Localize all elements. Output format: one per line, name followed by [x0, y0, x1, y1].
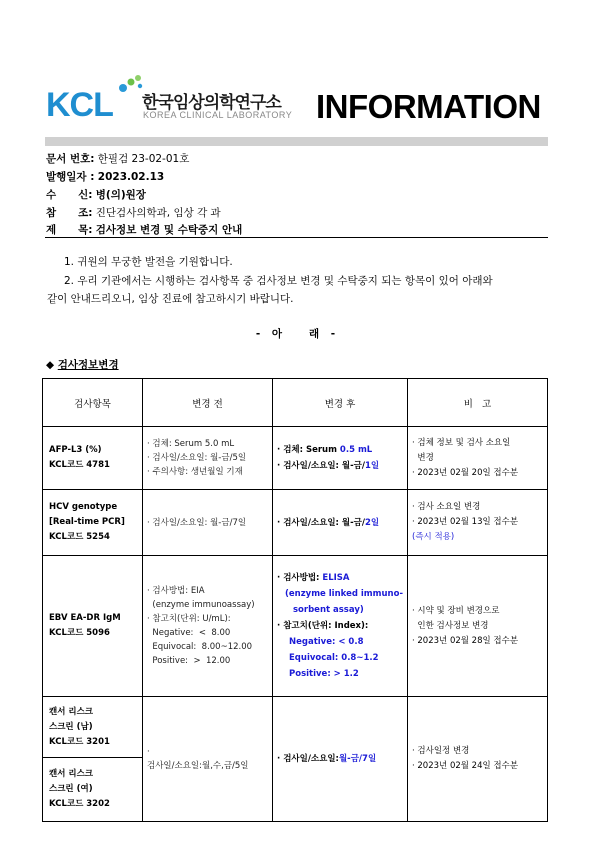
- table-row: [43, 697, 548, 758]
- meta-recipient: 수 신: 병(의)원장: [46, 189, 146, 201]
- after-cell: · 검사일/소요일: 월-금/2일: [273, 490, 408, 556]
- header-after: 변경 후: [273, 379, 408, 427]
- table-row: [43, 427, 548, 490]
- header-note: 비 고: [408, 379, 548, 427]
- body-line-1: 1. 귀원의 무궁한 발전을 기원합니다.: [64, 256, 233, 268]
- before-cell: · 검사일/소요일:월,수,금/5일: [143, 697, 273, 822]
- item-cell: 캔서 리스크 스크린 (여) KCL코드 3202: [43, 758, 143, 822]
- header-divider: [45, 137, 548, 146]
- page-title: INFORMATION: [316, 88, 541, 125]
- note-cell: · 시약 및 장비 변경으로 인한 검사정보 변경 · 2023년 02월 28일 접수분: [408, 556, 548, 697]
- note-cell: · 검사 소요일 변경 · 2023년 02월 13일 접수분 (즉시 적용): [408, 490, 548, 556]
- item-cell: EBV EA-DR IgM KCL코드 5096: [43, 556, 143, 697]
- note-cell: · 검사일정 변경 · 2023년 02월 24일 접수분: [408, 697, 548, 822]
- item-cell: HCV genotype [Real-time PCR] KCL코드 5254: [43, 490, 143, 556]
- change-table: [42, 378, 548, 822]
- table-header-row: [43, 379, 548, 427]
- meta-divider: [45, 237, 548, 238]
- after-cell: · 검사일/소요일:월-금/7일: [273, 697, 408, 822]
- logo-english-name: KOREA CLINICAL LABORATORY: [143, 110, 293, 120]
- body-line-2: 2. 우리 기관에서는 시행하는 검사항목 중 검사정보 변경 및 수탁중지 되는 항목이 있어 아래와: [64, 275, 493, 287]
- logo-kcl-text: KCL: [46, 86, 113, 124]
- table-row: [43, 490, 548, 556]
- meta-subject: 제 목: 검사정보 변경 및 수탁중지 안내: [46, 224, 243, 236]
- item-cell: AFP-L3 (%) KCL코드 4781: [43, 427, 143, 490]
- section-heading: [46, 357, 119, 372]
- table-row: [43, 556, 548, 697]
- header-before: 변경 전: [143, 379, 273, 427]
- note-cell: · 검체 정보 및 검사 소요일 변경 · 2023년 02월 20일 접수분: [408, 427, 548, 490]
- meta-issue-date: 발행일자 : 2023.02.13: [46, 171, 165, 183]
- after-cell: · 검체: Serum 0.5 mL · 검사일/소요일: 월-금/1일: [273, 427, 408, 490]
- before-cell: · 검체: Serum 5.0 mL · 검사일/소요일: 월-금/5일 · 주의사항: 생년월일 기재: [143, 427, 273, 490]
- section-title: 검사정보변경: [57, 359, 119, 371]
- diamond-bullet-icon: ◆: [46, 359, 55, 371]
- item-cell: 캔서 리스크 스크린 (남) KCL코드 3201: [43, 697, 143, 758]
- logo-dots-icon: [118, 74, 144, 94]
- below-heading: - 아 래 -: [255, 328, 340, 340]
- body-line-3: 같이 안내드리오니, 임상 진료에 참고하시기 바랍니다.: [47, 293, 294, 305]
- before-cell: · 검사일/소요일: 월-금/7일: [143, 490, 273, 556]
- kcl-logo: [46, 74, 306, 126]
- after-cell: · 검사방법: ELISA (enzyme linked immuno- sorbent assay) · 참고치(단위: Index): Negative: < 0.8 Equivocal: 0.8~1.2 Positive: > 1.2: [273, 556, 408, 697]
- logo-korean-name: 한국임상의학연구소: [142, 93, 281, 113]
- before-cell: · 검사방법: EIA (enzyme immunoassay) · 참고치(단위: U/mL): Negative: < 8.00 Equivocal: 8.00~12.00 Positive: > 12.00: [143, 556, 273, 697]
- meta-reference: 참 조: 진단검사의학과, 임상 각 과: [46, 207, 221, 219]
- meta-doc-number: 문서 번호: 한필검 23-02-01호: [46, 153, 190, 165]
- header-item: 검사항목: [43, 379, 143, 427]
